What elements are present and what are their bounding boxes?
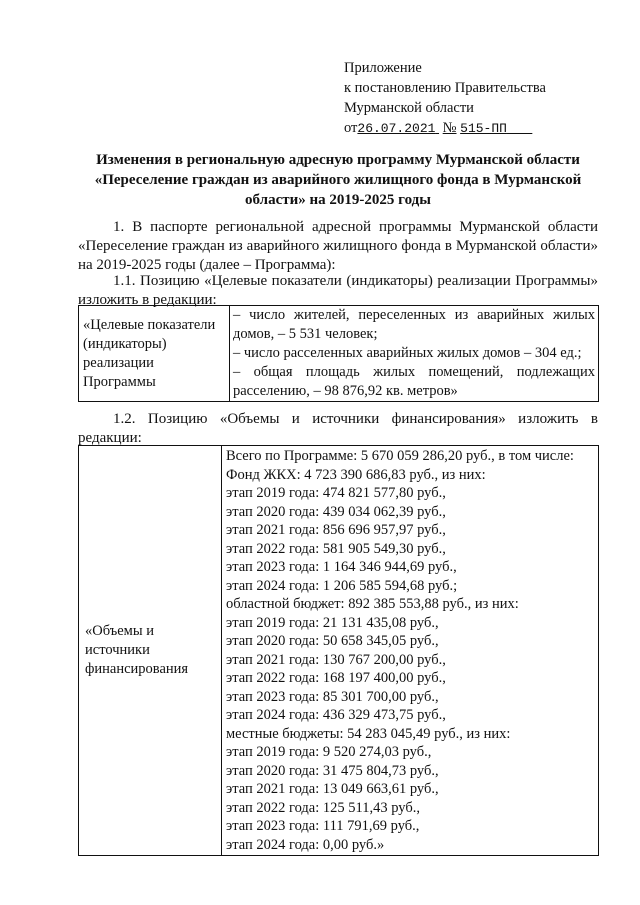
annex-date-line	[344, 118, 546, 139]
financing-label: «Объемы и источники финансирования	[79, 446, 222, 856]
financing-line: этап 2020 года: 31 475 804,73 руб.,	[226, 762, 439, 779]
financing-line: этап 2019 года: 21 131 435,08 руб.,	[226, 614, 439, 631]
target-item: – общая площадь жилых помещений, подлежащих расселению, – 98 876,92 кв. метров»	[233, 364, 595, 399]
paragraph-1: 1. В паспорте региональной адресной программы Мурманской области «Переселение граждан из аварийного жилищного фонда в Мурманской области» на 2019-2025 годы (далее – Программа):	[78, 219, 598, 273]
financing-line: этап 2024 года: 0,00 руб.»	[226, 836, 385, 853]
target-item: – число расселенных аварийных жилых домов – 304 ед.;	[233, 345, 582, 361]
financing-line: этап 2019 года: 474 821 577,80 руб.,	[226, 485, 446, 501]
financing-line: этап 2022 года: 125 511,43 руб.,	[226, 799, 420, 816]
document-heading	[78, 150, 598, 210]
target-item: – число жителей, переселенных из аварийных жилых домов, – 5 531 человек;	[233, 307, 595, 342]
financing-line: этап 2019 года: 9 520 274,03 руб.,	[226, 744, 432, 760]
financing-line: этап 2020 года: 50 658 345,05 руб.,	[226, 633, 439, 649]
annex-block	[344, 58, 546, 139]
annex-from-prefix: от	[344, 120, 358, 136]
annex-subtitle: к постановлению Правительства	[344, 80, 546, 96]
financing-line: этап 2022 года: 581 905 549,30 руб.,	[226, 540, 446, 557]
financing-line: областной бюджет: 892 385 553,88 руб., из них:	[226, 596, 519, 612]
table-row	[79, 446, 599, 856]
financing-values	[222, 446, 599, 856]
annex-title: Приложение	[344, 60, 422, 76]
annex-region: Мурманской области	[344, 100, 474, 116]
annex-number: 515-ПП	[460, 121, 507, 136]
heading-line-3: области» на 2019-2025 годы	[245, 192, 431, 208]
heading-line-2: «Переселение граждан из аварийного жилищного фонда в Мурманской	[94, 172, 582, 188]
financing-line: Всего по Программе: 5 670 059 286,20 руб., в том числе:	[226, 448, 574, 464]
financing-line: Фонд ЖКХ: 4 723 390 686,83 руб., из них:	[226, 466, 486, 483]
financing-line: этап 2023 года: 111 791,69 руб.,	[226, 818, 420, 834]
financing-line: этап 2023 года: 85 301 700,00 руб.,	[226, 688, 439, 705]
annex-date: 26.07.2021	[357, 121, 436, 136]
financing-line: этап 2021 года: 13 049 663,61 руб.,	[226, 781, 439, 797]
financing-line: этап 2023 года: 1 164 346 944,69 руб.,	[226, 559, 457, 575]
annex-number-sign: №	[442, 120, 457, 136]
financing-line: этап 2024 года: 1 206 585 594,68 руб.;	[226, 577, 458, 594]
paragraph-1-2: 1.2. Позицию «Объемы и источники финансирования» изложить в редакции:	[78, 411, 598, 446]
financing-line: местные бюджеты: 54 283 045,49 руб., из них:	[226, 725, 511, 742]
targets-values	[230, 306, 599, 402]
targets-label: «Целевые показатели (индикаторы) реализации Программы	[79, 306, 230, 402]
financing-line: этап 2021 года: 856 696 957,97 руб.,	[226, 522, 446, 538]
financing-line: этап 2020 года: 439 034 062,39 руб.,	[226, 503, 446, 520]
financing-table	[78, 445, 599, 856]
targets-table	[78, 305, 599, 402]
table-row	[79, 306, 599, 402]
heading-line-1: Изменения в региональную адресную программу Мурманской области	[96, 152, 580, 168]
financing-line: этап 2024 года: 436 329 473,75 руб.,	[226, 707, 446, 723]
financing-line: этап 2022 года: 168 197 400,00 руб.,	[226, 670, 446, 686]
paragraph-1-1: 1.1. Позицию «Целевые показатели (индикаторы) реализации Программы» изложить в редакции:	[78, 273, 598, 308]
financing-line: этап 2021 года: 130 767 200,00 руб.,	[226, 651, 446, 668]
